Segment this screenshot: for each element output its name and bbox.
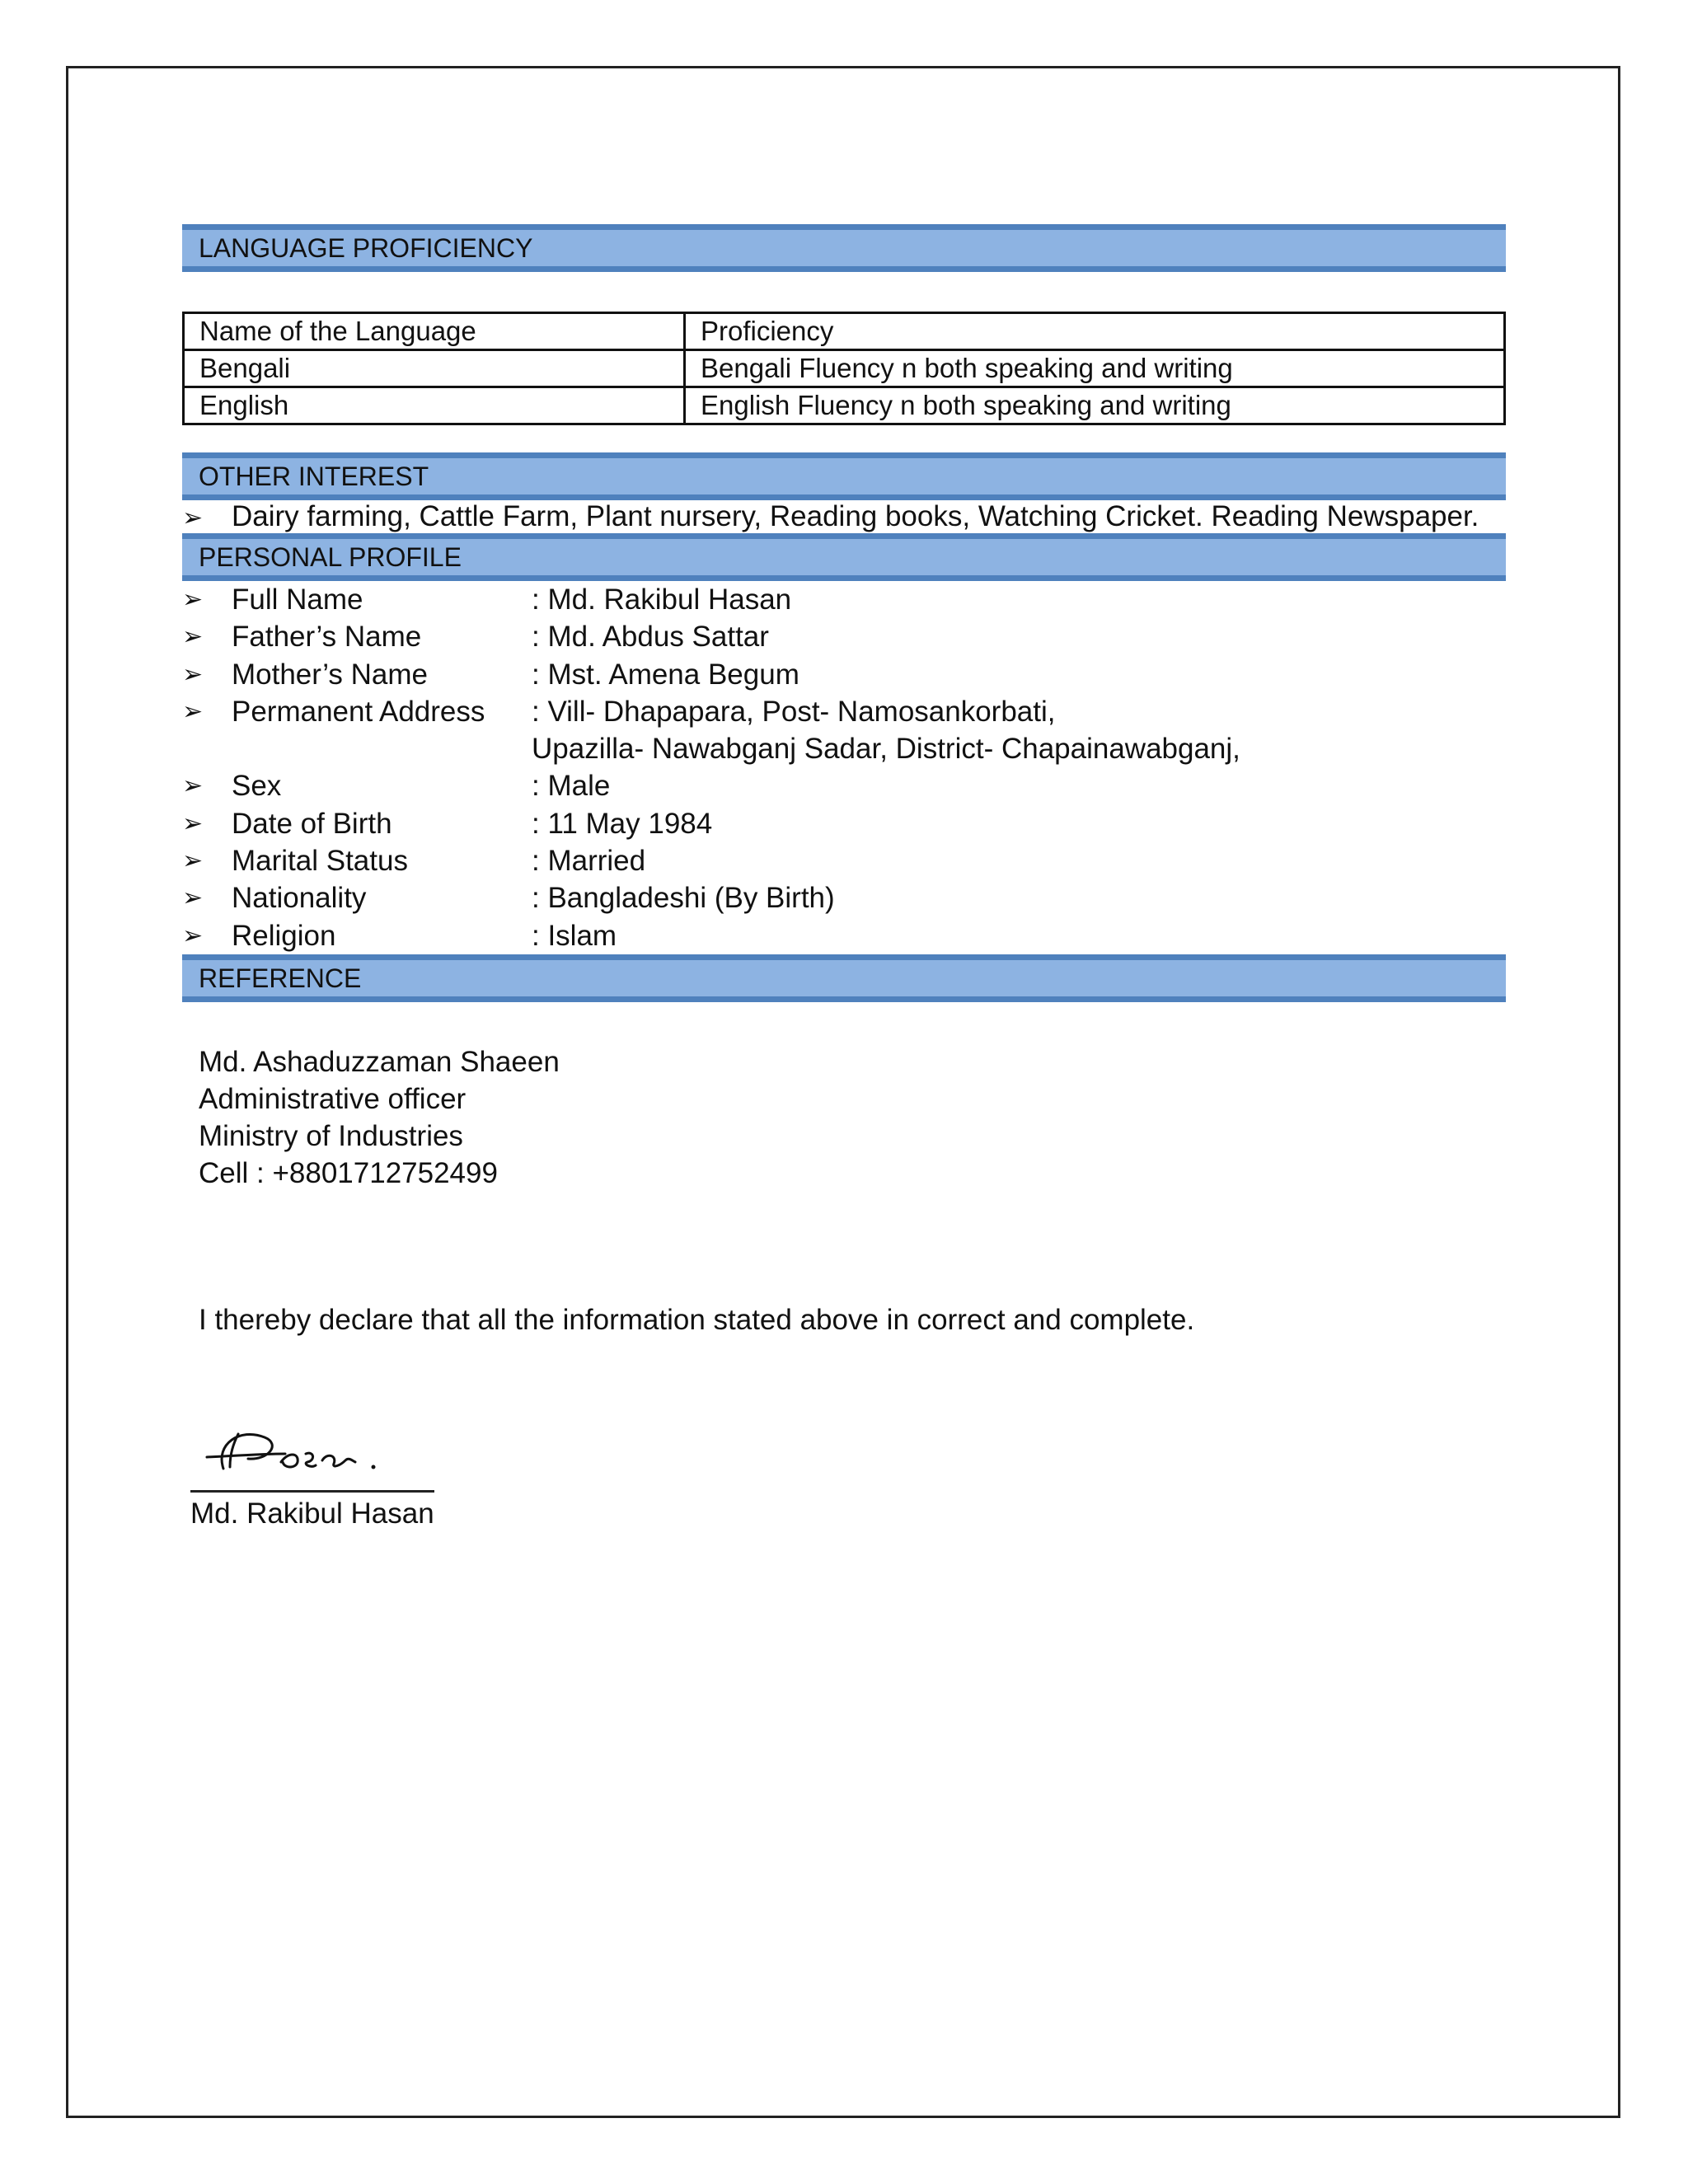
list-item	[182, 917, 1506, 954]
table-header-row	[184, 313, 1505, 350]
reference-designation: Administrative officer	[199, 1082, 467, 1115]
profile-value: : Vill- Dhapapara, Post- Namosankorbati, Upazilla- Nawabganj Sadar, District- Chapainawabganj,	[532, 695, 1240, 766]
table-cell: English	[184, 387, 685, 424]
reference-organization: Ministry of Industries	[199, 1119, 463, 1152]
profile-value: : Mst. Amena Begum	[532, 658, 799, 691]
list-item	[182, 581, 1506, 618]
table-header-cell: Proficiency	[685, 313, 1505, 350]
table-row	[184, 387, 1505, 424]
profile-value: : Md. Abdus Sattar	[532, 621, 769, 654]
list-item	[182, 656, 1506, 693]
arrow-bullet-icon: ➢	[182, 697, 204, 725]
language-table	[182, 312, 1506, 425]
list-item	[182, 693, 1506, 768]
arrow-bullet-icon: ➢	[182, 847, 204, 875]
language-proficiency-header: LANGUAGE PROFICIENCY	[182, 224, 1506, 272]
profile-label: Nationality	[232, 882, 367, 915]
profile-label: Religion	[232, 919, 336, 952]
arrow-bullet-icon: ➢	[182, 884, 204, 912]
interest-text: Dairy farming, Cattle Farm, Plant nursery, Reading books, Watching Cricket. Reading Newspaper.	[232, 500, 1479, 532]
arrow-bullet-icon: ➢	[182, 660, 204, 688]
reference-header: REFERENCE	[182, 954, 1506, 1002]
list-item	[182, 842, 1506, 879]
other-interest-list	[182, 500, 1506, 533]
list-item	[182, 500, 1506, 533]
list-item	[182, 767, 1506, 804]
profile-label: Father’s Name	[232, 621, 422, 654]
arrow-bullet-icon: ➢	[182, 586, 204, 613]
signatory-name: Md. Rakibul Hasan	[190, 1497, 434, 1530]
personal-profile-header: PERSONAL PROFILE	[182, 533, 1506, 581]
profile-value: : 11 May 1984	[532, 807, 713, 840]
profile-value: : Married	[532, 845, 646, 878]
table-cell: English Fluency n both speaking and writing	[685, 387, 1505, 424]
arrow-bullet-icon: ➢	[182, 772, 204, 800]
list-item	[182, 879, 1506, 916]
arrow-bullet-icon: ➢	[182, 921, 204, 949]
table-cell: Bengali	[184, 350, 685, 387]
table-header-cell: Name of the Language	[184, 313, 685, 350]
arrow-bullet-icon: ➢	[182, 809, 204, 837]
table-cell: Bengali Fluency n both speaking and writing	[685, 350, 1505, 387]
arrow-bullet-icon: ➢	[182, 504, 204, 532]
resume-page	[182, 224, 1506, 1530]
handwritten-signature-icon	[190, 1419, 388, 1485]
signature-line	[190, 1490, 434, 1493]
profile-label: Marital Status	[232, 845, 408, 878]
list-item	[182, 618, 1506, 655]
profile-label: Permanent Address	[232, 695, 485, 728]
table-row	[184, 350, 1505, 387]
signature-area	[182, 1419, 434, 1493]
other-interest-header: OTHER INTEREST	[182, 452, 1506, 500]
profile-value: : Male	[532, 770, 611, 803]
personal-profile-list	[182, 581, 1506, 954]
arrow-bullet-icon: ➢	[182, 623, 204, 651]
profile-label: Full Name	[232, 583, 363, 616]
profile-value: : Islam	[532, 919, 617, 952]
declaration-text: I thereby declare that all the information stated above in correct and complete.	[199, 1303, 1195, 1336]
profile-label: Mother’s Name	[232, 658, 428, 691]
profile-label: Date of Birth	[232, 807, 392, 840]
reference-block	[182, 1043, 1506, 1192]
list-item	[182, 805, 1506, 842]
profile-value: : Md. Rakibul Hasan	[532, 583, 792, 616]
profile-value: : Bangladeshi (By Birth)	[532, 882, 835, 915]
reference-cell: Cell : +8801712752499	[199, 1156, 498, 1189]
reference-name: Md. Ashaduzzaman Shaeen	[199, 1045, 560, 1078]
profile-label: Sex	[232, 770, 282, 803]
